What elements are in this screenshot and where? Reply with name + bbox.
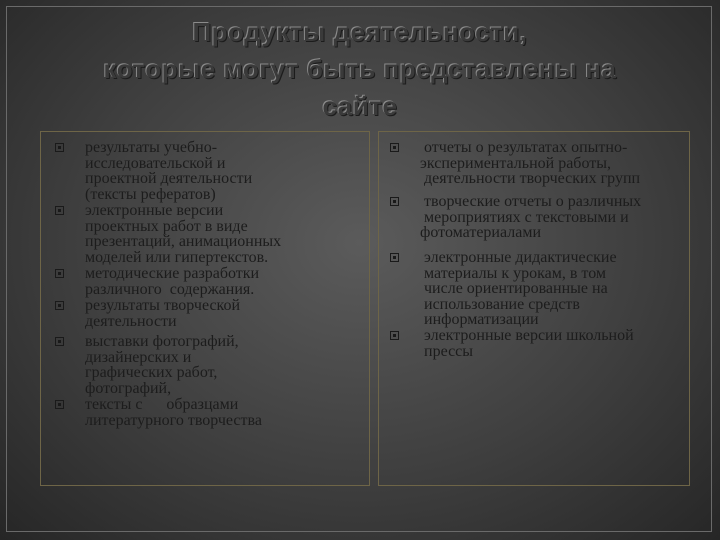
square-bullet-icon — [55, 143, 64, 152]
slide-title — [20, 14, 700, 125]
title-line-1: Продукты деятельности, — [192, 17, 528, 47]
title-line-2: которые могут быть представлены на — [103, 54, 617, 84]
list-item-text: электронные дидактические материалы к урокам, в том числе ориентированные на использование средств информатизации — [424, 249, 617, 329]
square-bullet-icon — [55, 400, 64, 409]
list-item-text: результаты творческой деятельности — [85, 297, 241, 330]
square-bullet-icon — [390, 253, 399, 262]
square-bullet-icon — [55, 337, 64, 346]
list-item-text: выставки фотографий, дизайнерских и графических работ, фотографий, — [85, 333, 239, 397]
title-line-3: сайте — [322, 91, 398, 121]
list-item-text: электронные версии школьной прессы — [424, 327, 634, 360]
list-item-text: творческие отчеты о различных мероприятиях с текстовыми и фотоматериалами — [420, 193, 642, 242]
list-item-text: отчеты о результатах опытно- экспериментальной работы, деятельности творческих групп — [420, 139, 641, 188]
square-bullet-icon — [390, 331, 399, 340]
square-bullet-icon — [55, 206, 64, 215]
square-bullet-icon — [55, 301, 64, 310]
list-item-text: электронные версии проектных работ в виде презентаций, анимационных моделей или гипертекстов. — [85, 202, 282, 266]
list-item-text: результаты учебно- исследовательской и проектной деятельности (тексты рефератов) — [85, 139, 253, 203]
list-item-text: тексты с образцами литературного творчества — [85, 396, 262, 429]
square-bullet-icon — [55, 269, 64, 278]
list-item-text: методические разработки различного содержания. — [85, 265, 260, 298]
square-bullet-icon — [390, 197, 399, 206]
square-bullet-icon — [390, 143, 399, 152]
